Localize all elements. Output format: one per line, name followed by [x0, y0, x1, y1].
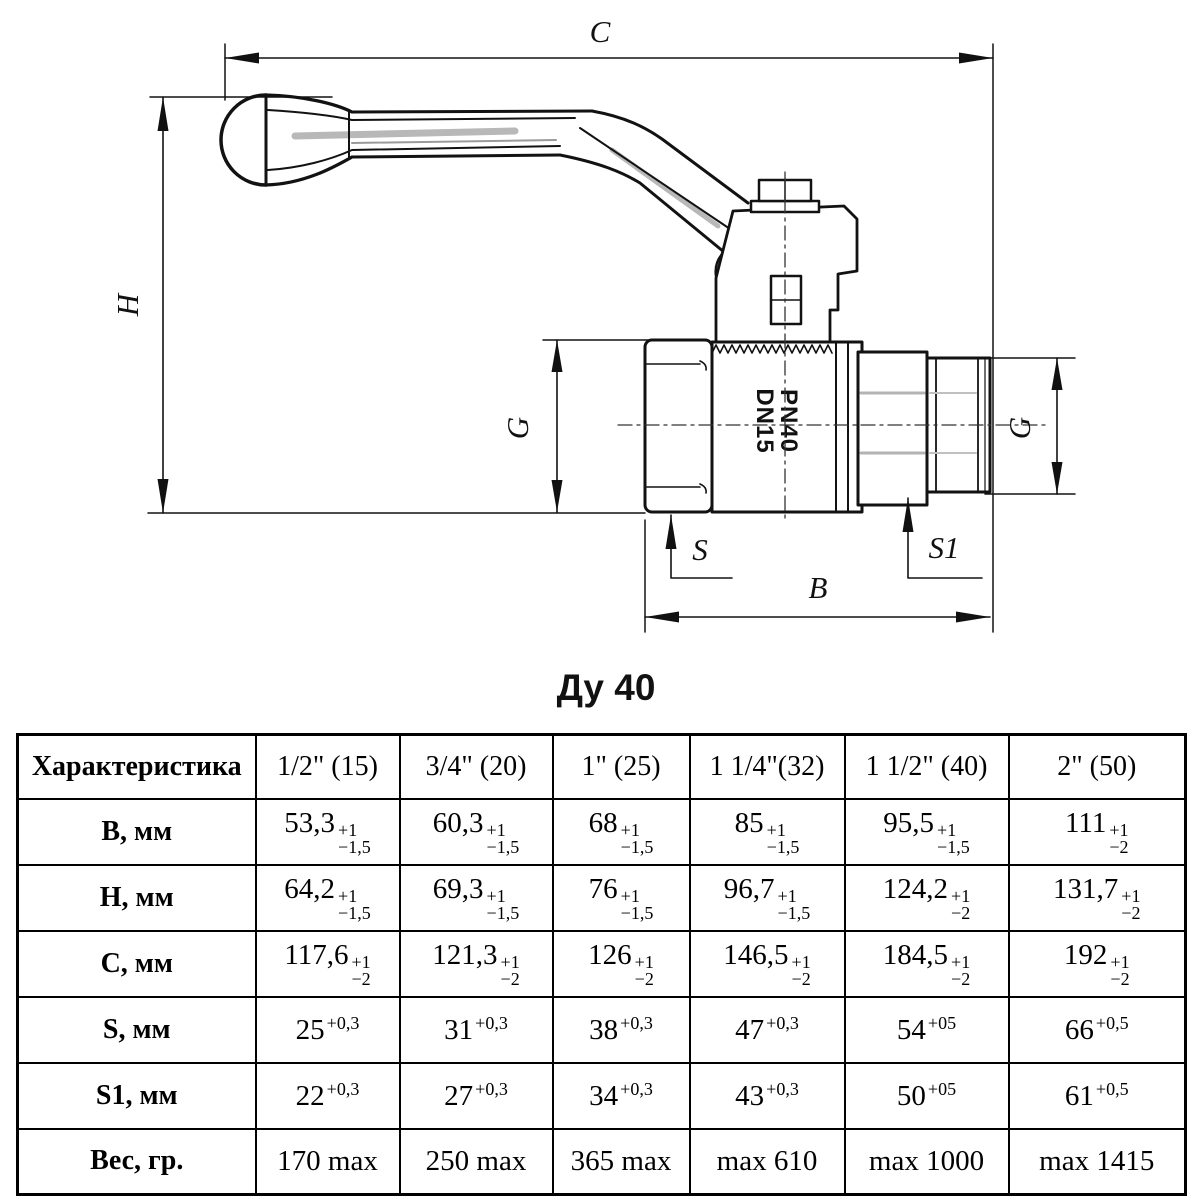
table-row-weight: [18, 1129, 1186, 1195]
dim-label-h: H: [110, 293, 145, 317]
table-row-s: [18, 997, 1186, 1063]
table-cell: 34 $^{+0,3}$: [553, 1063, 690, 1129]
dimension-s1: [903, 498, 983, 578]
table-cell: 76 +1 −1,5: [553, 865, 690, 931]
table-cell: 50 $^{+05}$: [845, 1063, 1009, 1129]
dimension-s: [666, 515, 733, 578]
header-size-2: 2" (50): [1009, 735, 1186, 799]
table-cell: 61 $^{+0,5}$: [1009, 1063, 1186, 1129]
table-cell: max 610: [690, 1129, 845, 1195]
table-cell: 27 $^{+0,3}$: [400, 1063, 553, 1129]
dimension-c: [225, 14, 993, 64]
table-cell: 365 max: [553, 1129, 690, 1195]
header-characteristic: Характеристика: [18, 735, 256, 799]
table-header-row: [18, 735, 1186, 799]
dimension-g-right: [1002, 358, 1063, 494]
table-cell: 117,6 +1 −2: [256, 931, 400, 997]
header-size-1-1-4: 1 1/4"(32): [690, 735, 845, 799]
table-cell: 60,3 +1 −1,5: [400, 799, 553, 865]
svg-text:PN40: PN40: [775, 388, 802, 454]
header-size-1-1-2: 1 1/2" (40): [845, 735, 1009, 799]
dimension-g-left: [500, 340, 563, 512]
row-label: Вес, гр.: [18, 1129, 256, 1195]
spec-table: [16, 733, 1187, 1196]
table-cell: 25 $^{+0,3}$: [256, 997, 400, 1063]
table-cell: 22 $^{+0,3}$: [256, 1063, 400, 1129]
table-cell: 85 +1 −1,5: [690, 799, 845, 865]
table-cell: 54 $^{+05}$: [845, 997, 1009, 1063]
table-cell: 69,3 +1 −1,5: [400, 865, 553, 931]
table-row-b: [18, 799, 1186, 865]
dimension-h: [110, 97, 169, 513]
table-cell: 192 +1 −2: [1009, 931, 1186, 997]
valve-body: [618, 172, 1050, 520]
table-cell: 121,3 +1 −2: [400, 931, 553, 997]
table-cell: max 1415: [1009, 1129, 1186, 1195]
dim-label-g-left: G: [500, 416, 535, 440]
table-cell: 184,5 +1 −2: [845, 931, 1009, 997]
table-cell: 31 $^{+0,3}$: [400, 997, 553, 1063]
table-cell: max 1000: [845, 1129, 1009, 1195]
table-cell: 126 +1 −2: [553, 931, 690, 997]
table-row-h: [18, 865, 1186, 931]
table-cell: 124,2 +1 −2: [845, 865, 1009, 931]
row-label: S, мм: [18, 997, 256, 1063]
body-marking: [751, 388, 802, 453]
table-row-c: [18, 931, 1186, 997]
table-cell: 250 max: [400, 1129, 553, 1195]
dim-label-s1: S1: [928, 530, 960, 565]
table-cell: 111 +1 −2: [1009, 799, 1186, 865]
dim-label-b: B: [808, 570, 828, 605]
table-cell: 146,5 +1 −2: [690, 931, 845, 997]
table-cell: 170 max: [256, 1129, 400, 1195]
header-size-1: 1" (25): [553, 735, 690, 799]
dim-label-s: S: [692, 532, 708, 567]
valve-handle: [221, 95, 748, 276]
table-cell: 66 $^{+0,5}$: [1009, 997, 1186, 1063]
svg-text:DN15: DN15: [751, 388, 778, 454]
table-cell: 68 +1 −1,5: [553, 799, 690, 865]
table-cell: 95,5 +1 −1,5: [845, 799, 1009, 865]
table-cell: 64,2 +1 −1,5: [256, 865, 400, 931]
table-cell: 96,7 +1 −1,5: [690, 865, 845, 931]
table-cell: 43 $^{+0,3}$: [690, 1063, 845, 1129]
table-cell: 131,7 +1 −2: [1009, 865, 1186, 931]
table-cell: 53,3 +1 −1,5: [256, 799, 400, 865]
header-size-1-2: 1/2" (15): [256, 735, 400, 799]
header-size-3-4: 3/4" (20): [400, 735, 553, 799]
row-label: C, мм: [18, 931, 256, 997]
row-label: B, мм: [18, 799, 256, 865]
row-label: S1, мм: [18, 1063, 256, 1129]
dim-label-g-right: G: [1002, 416, 1037, 440]
dim-label-c: C: [589, 14, 611, 49]
right-nut: [858, 352, 927, 505]
drawing-caption: Ду 40: [556, 667, 656, 708]
table-row-s1: [18, 1063, 1186, 1129]
row-label: H, мм: [18, 865, 256, 931]
table-cell: 47 $^{+0,3}$: [690, 997, 845, 1063]
table-cell: 38 $^{+0,3}$: [553, 997, 690, 1063]
